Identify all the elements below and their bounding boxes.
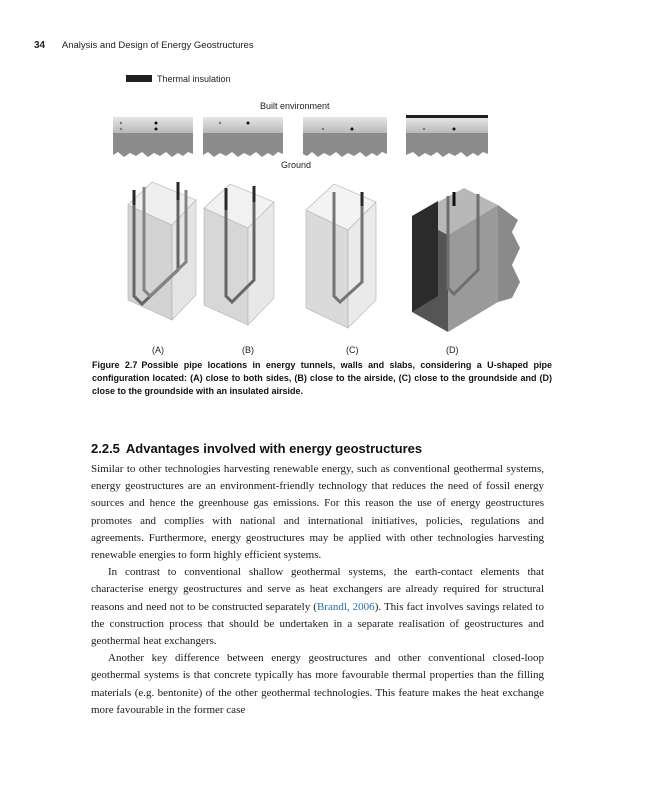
section-b <box>203 117 283 157</box>
figure-illustration <box>108 70 538 360</box>
paragraph-2-text-end: ). This fact involves savings related to the construction process that should be undertaken in a separate realisation of geostructures and geothermal heat exchangers. <box>91 600 544 648</box>
wall-a <box>128 182 196 320</box>
panel-label-a: (A) <box>152 345 164 355</box>
paragraph-3: Another key difference between energy geostructures and other conventional closed-loop geothermal systems is that concrete typically has more favourable thermal properties than the filling materials (e.g. bentonite) of the other geothermal technologies. This feature makes the heat exchange more favourable in the former case <box>91 652 544 716</box>
panel-label-c: (C) <box>346 345 359 355</box>
legend <box>126 74 231 84</box>
section-title: Advantages involved with energy geostructures <box>125 441 423 456</box>
paragraph-1: Similar to other technologies harvesting renewable energy, such as conventional geothermal systems, energy geostructures are an environment-friendly technology that reduces the need of fossil energy sources and hence the greenhouse gas emissions. For this reason the use of energy geostructures promotes and complies with national and international initiatives, policies, regulations and agreements. Furthermore, energy geostructures may be applied with other technologies harvesting renewable energies to form highly efficient systems. <box>91 463 544 562</box>
section-c <box>303 117 387 157</box>
built-environment-label: Built environment <box>260 101 330 111</box>
citation-link[interactable]: Brandl, 2006 <box>316 600 375 613</box>
insulation-layer <box>406 115 488 118</box>
caption-label: Figure 2.7 <box>92 360 138 370</box>
body-text <box>91 461 544 719</box>
paragraph-2 <box>91 564 544 650</box>
paragraph-2-text-start: In contrast to conventional shallow geothermal systems, the earth-contact elements that characterise energy geostructures and serve as heat exchangers are already required for structural reasons and need not to be constructed separately ( <box>91 566 544 613</box>
ground-label: Ground <box>281 160 312 170</box>
section-a <box>113 117 193 157</box>
page-number: 34 <box>34 40 46 51</box>
legend-label: Thermal insulation <box>157 74 231 84</box>
section-heading <box>91 441 561 456</box>
running-head <box>34 40 614 51</box>
figure-2-7 <box>108 70 538 360</box>
panel-label-b: (B) <box>242 345 254 355</box>
insulated-face <box>412 201 438 312</box>
wall-c <box>306 184 376 328</box>
legend-swatch <box>126 75 152 82</box>
panel-label-d: (D) <box>446 345 459 355</box>
running-title: Analysis and Design of Energy Geostructures <box>61 40 254 51</box>
figure-caption <box>92 359 552 398</box>
caption-text: Possible pipe locations in energy tunnels, walls and slabs, considering a U-shaped pipe configuration located: (A) close to both sides, (B) close to the airside, (C) close to the groundside and (D) close to the groundside with an insulated airside. <box>92 360 552 396</box>
section-d <box>406 115 488 157</box>
section-number: 2.2.5 <box>91 441 120 456</box>
wall-b <box>204 184 274 325</box>
wall-d <box>412 188 520 332</box>
